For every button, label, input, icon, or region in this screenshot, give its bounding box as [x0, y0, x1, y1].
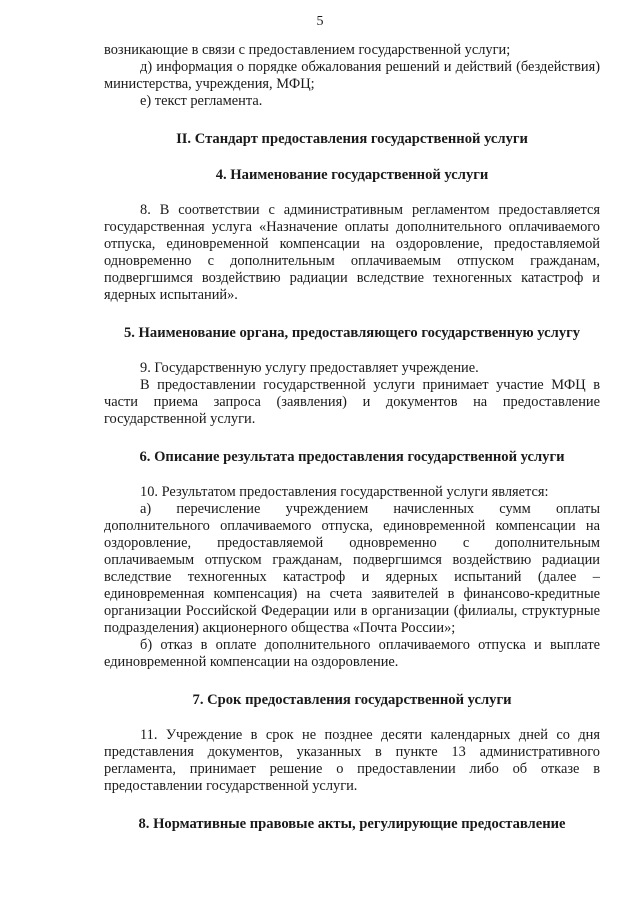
- paragraph-10: 10. Результатом предоставления государственной услуги является:: [140, 484, 549, 500]
- paragraph-continuation: возникающие в связи с предоставлением государственной услуги;: [104, 42, 511, 58]
- section-6-heading: 6. Описание результата предоставления государственной услуги: [139, 449, 565, 465]
- paragraph-8: 8. В соответствии с административным регламентом предоставляется государственная услуга «Назначение оплаты дополнительного оплачиваемого отпуска, единовременной компенсации на оздоровление, предоставляемой одновременно с дополнительным оплачиваемым отпуском гражданам, подвергшимся воздействию радиации вследствие техногенных катастроф и ядерных испытаний».: [104, 202, 600, 303]
- paragraph-9-participation: В предоставлении государственной услуги принимает участие МФЦ в части приема запроса (заявления) и документов на предоставление государственной услуги.: [104, 377, 600, 427]
- paragraph-d: д) информация о порядке обжалования решений и действий (бездействия) министерства, учреждения, МФЦ;: [104, 59, 600, 92]
- section-7-heading: 7. Срок предоставления государственной услуги: [192, 692, 512, 708]
- section-5-heading: 5. Наименование органа, предоставляющего государственную услугу: [123, 325, 581, 341]
- paragraph-11: 11. Учреждение в срок не позднее десяти календарных дней со дня представления документов, указанных в пункте 13 административного регламента, принимает решение о предоставлении либо об отказе в предоставлении государственной услуги.: [104, 727, 600, 794]
- section-8-heading: 8. Нормативные правовые акты, регулирующие предоставление: [138, 816, 566, 832]
- paragraph-10-a: а) перечисление учреждением начисленных сумм оплаты дополнительного оплачиваемого отпуска, единовременной компенсации на оздоровление, предоставляемой одновременно с дополнительным оплачиваемым отпуском гражданам, подвергшимся воздействию радиации вследствие техногенных катастроф и ядерных испытаний (далее – единовременная компенсация) на счета заявителей в финансово-кредитные организации Российской Федерации или в организации (филиалы, структурные подразделения) акционерного общества «Почта России»;: [104, 501, 600, 636]
- paragraph-9: 9. Государственную услугу предоставляет учреждение.: [140, 360, 479, 376]
- section-2-heading: II. Стандарт предоставления государственной услуги: [176, 131, 528, 147]
- section-4-heading: 4. Наименование государственной услуги: [215, 167, 489, 183]
- page-number: 5: [316, 14, 324, 29]
- paragraph-10-b: б) отказ в оплате дополнительного оплачиваемого отпуска и выплате единовременной компенсации на оздоровление.: [104, 637, 600, 670]
- paragraph-e: е) текст регламента.: [140, 93, 263, 109]
- document-body: [104, 42, 600, 833]
